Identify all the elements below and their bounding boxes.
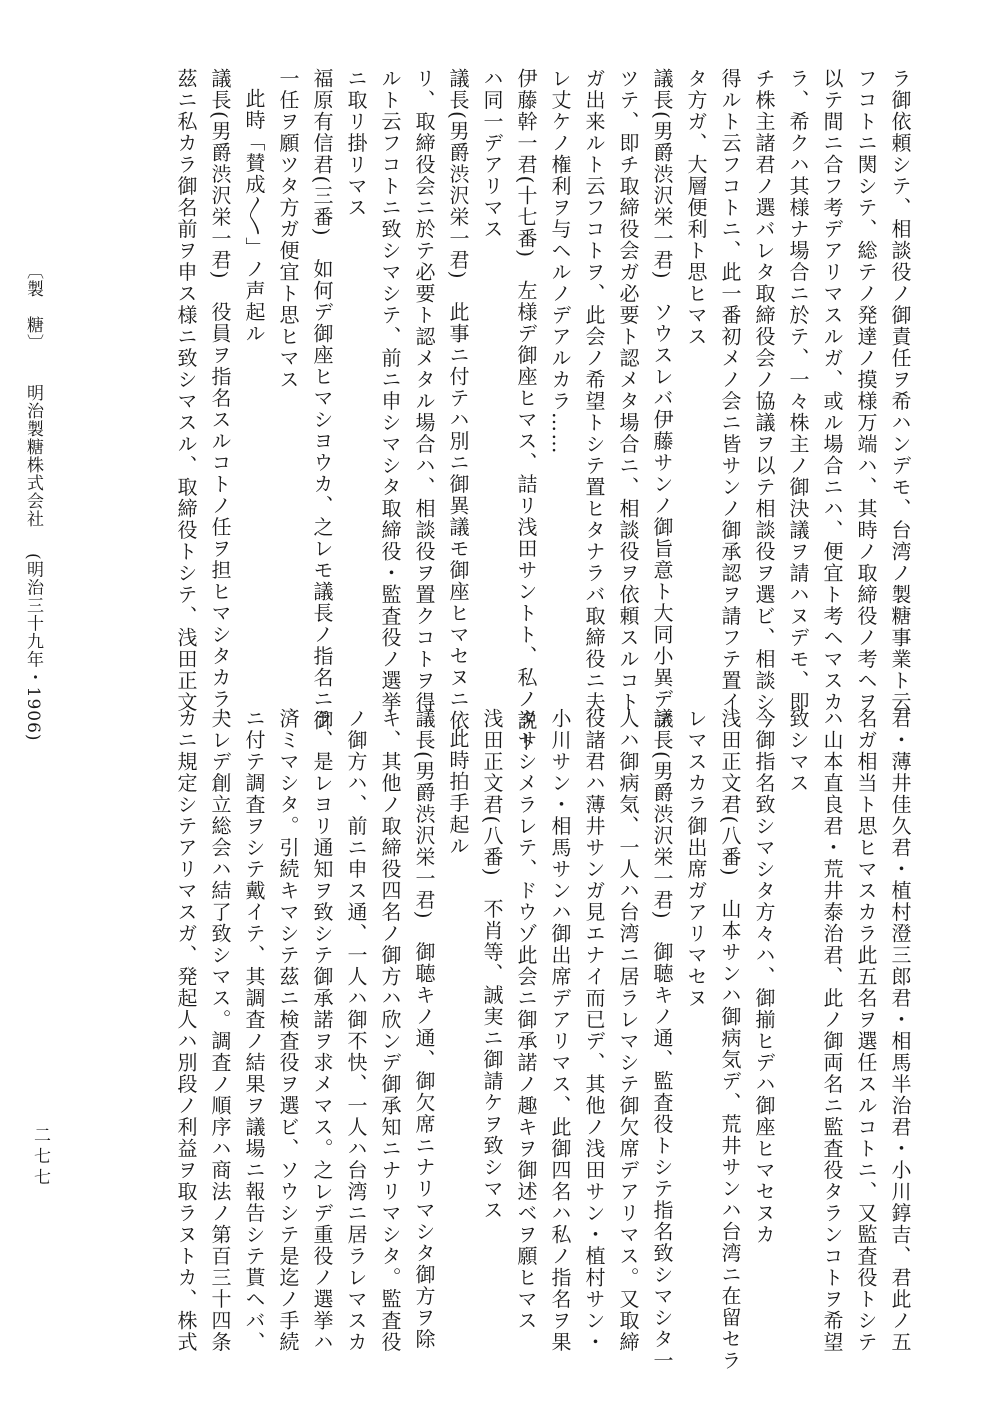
- text-line: 君・薄井佳久君・植村澄三郎君・相馬半治君・小川錞吉、君此ノ五: [888, 708, 912, 1353]
- stage-direction-line: 此時「賛成〳〵」ノ声起ル: [242, 88, 266, 345]
- text-line: 議長(男爵渋沢栄一君) 御聴キノ通、御欠席ニナリマシタ御方ヲ除: [412, 708, 436, 1351]
- text-line: 得ルト云フコトニ、此一番初メノ会ニ皆サンノ御承認ヲ請フテ置イ: [718, 68, 742, 713]
- text-line: 一任ヲ願ツタ方ガ便宜ト思ヒマス: [276, 68, 300, 391]
- text-line: 致シマス: [786, 708, 810, 794]
- text-line: キ、其他ノ取締役四名ノ御方ハ欣ンデ御承知ニナリマシタ。監査役: [378, 708, 402, 1353]
- text-line: 今御指名致シマシタ方々ハ、御揃ヒデハ御座ヒマセヌカ: [752, 708, 776, 1246]
- text-line: 済ミマシタ。引続キマシテ茲ニ検査役ヲ選ビ、ソウシテ是迄ノ手続: [276, 708, 300, 1353]
- era-label: (明治三十九年・1906): [23, 552, 43, 742]
- text-line: チ株主諸君ノ選バレタ取締役会ノ協議ヲ以テ相談役ヲ選ビ、相談シ: [752, 68, 776, 713]
- text-line: 議長(男爵渋沢栄一君) 御聴キノ通、監査役トシテ指名致シマシタ一: [650, 708, 674, 1372]
- upper-text-block: [169, 68, 917, 754]
- text-line: タサシメラレテ、ドウゾ此会ニ御承諾ノ趣キヲ御述ベヲ願ヒマス: [514, 708, 538, 1332]
- text-line: カニ規定シテアリマスガ、発起人ハ別段ノ利益ヲ取ラヌトカ、株式: [174, 708, 198, 1353]
- section-label: 〔製 糖〕: [23, 262, 43, 352]
- text-line: 議長(男爵渋沢栄一君) ソウスレバ伊藤サンノ御旨意ト大同小異デア: [650, 68, 674, 732]
- text-line: 浅田正文君(八番) 山本サンハ御病気デ、荒井サンハ台湾ニ在留セラ: [718, 708, 742, 1372]
- text-line: 議長(男爵渋沢栄一君) 役員ヲ指名スルコトノ任ヲ担ヒマシタカラ、: [208, 68, 232, 732]
- page-number: 二七七: [30, 1126, 50, 1189]
- text-line: 伊藤幹一君(十七番) 左様デ御座ヒマス、詰リ浅田サントト、私ノ説ト: [514, 68, 538, 754]
- text-line: ラ、是レヨリ通知ヲ致シテ御承諾ヲ求メマス。之レデ重役ノ選挙ハ: [310, 708, 334, 1353]
- stage-direction-line: 此時拍手起ル: [446, 728, 470, 857]
- text-line: ラ、希クハ其様ナ場合ニ於テ、一々株主ノ御決議ヲ請ハヌデモ、即: [786, 68, 810, 713]
- text-line: ツテ、即チ取締役会ガ必要ト認メタ場合ニ、相談役ヲ依頼スルコト: [616, 68, 640, 713]
- text-line: ハ同一デアリマス: [480, 68, 504, 240]
- text-line: 福原有信君(三番) 如何デ御座ヒマシヨウカ、之レモ議長ノ指名ニ御: [310, 68, 334, 732]
- text-line: 名ガ相当ト思ヒマスカラ此五名ヲ選任スルコトニ、又監査役トシテ: [854, 708, 878, 1353]
- running-footer: [22, 262, 44, 741]
- text-line: ハ山本直良君・荒井泰治君、此ノ御両名ニ監査役タランコトヲ希望: [820, 708, 844, 1353]
- company-name: 明治製糖株式会社: [23, 384, 43, 529]
- text-line: 夫レデ創立総会ハ結了致シマス。調査ノ順序ハ商法ノ第百三十四条: [208, 708, 232, 1353]
- text-line: レ丈ケノ権利ヲ与ヘルノデアルカラ……: [548, 68, 572, 455]
- text-line: ノ御方ハ、前ニ申ス通、一人ハ御不快、一人ハ台湾ニ居ラレマスカ: [344, 708, 368, 1353]
- text-line: ニ付テ調査ヲシテ戴イテ、其調査ノ結果ヲ議場ニ報告シテ貰ヘバ、: [242, 708, 266, 1353]
- text-line: ガ出来ルト云フコトヲ、此会ノ希望トシテ置ヒタナラバ取締役ニ夫: [582, 68, 606, 713]
- text-line: レマスカラ御出席ガアリマセヌ: [684, 708, 708, 1009]
- text-line: 茲ニ私カラ御名前ヲ申ス様ニ致シマスル、取締役トシテ、浅田正文: [174, 68, 198, 713]
- text-line: ニ取リ掛リマス: [344, 68, 368, 219]
- lower-text-block: [169, 708, 917, 1372]
- text-line: 議長(男爵渋沢栄一君) 此事ニ付テハ別ニ御異議モ御座ヒマセヌニ依: [446, 68, 470, 732]
- text-line: リ、取締役会ニ於テ必要ト認メタル場合ハ、相談役ヲ置クコトヲ得: [412, 68, 436, 713]
- text-line: 役諸君ハ薄井サンガ見エナイ而已デ、其他ノ浅田サン・植村サン・: [582, 708, 606, 1353]
- text-line: ラ御依頼シテ、相談役ノ御責任ヲ希ハンデモ、台湾ノ製糖事業ト云: [888, 68, 912, 713]
- text-line: タ方ガ、大層便利ト思ヒマス: [684, 68, 708, 348]
- text-line: フコトニ関シテ、総テノ発達ノ摸様万端ハ、其時ノ取締役ノ考ヘヲ: [854, 68, 878, 713]
- text-line: ルト云フコトニ致シマシテ、前ニ申シマシタ取締役・監査役ノ選挙: [378, 68, 402, 713]
- text-line: 小川サン・相馬サンハ御出席デアリマス、此御四名ハ私ノ指名ヲ果: [548, 708, 572, 1353]
- text-line: 以テ間ニ合フ考デアリマスルガ、或ル場合ニハ、便宜ト考ヘマスカ: [820, 68, 844, 713]
- text-line: 浅田正文君(八番) 不肖等、誠実ニ御請ケヲ致シマス: [480, 708, 504, 1222]
- text-line: 人ハ御病気、一人ハ台湾ニ居ラレマシテ御欠席デアリマス。又取締: [616, 708, 640, 1353]
